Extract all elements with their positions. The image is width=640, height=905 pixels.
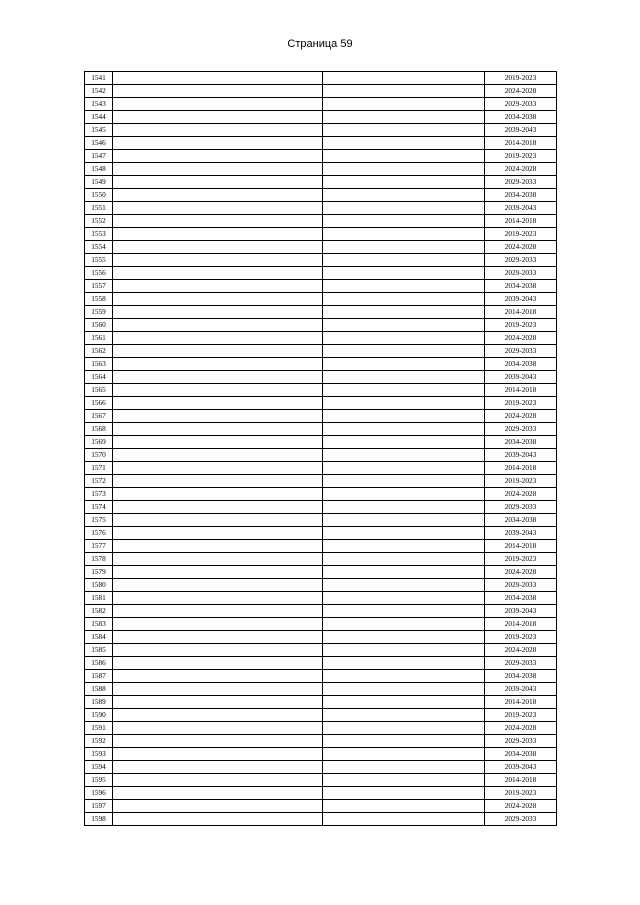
period-cell: 2034-2038: [485, 111, 557, 124]
table-row: [85, 436, 557, 449]
system-cell: [323, 358, 485, 371]
system-cell: [323, 475, 485, 488]
period-cell: 2034-2038: [485, 514, 557, 527]
table-row: [85, 176, 557, 189]
row-number-cell: 1550: [85, 189, 113, 202]
table-row: [85, 462, 557, 475]
period-cell: 2014-2018: [485, 306, 557, 319]
address-cell: [113, 293, 323, 306]
period-cell: 2019-2023: [485, 72, 557, 85]
table-row: [85, 644, 557, 657]
period-cell: 2024-2028: [485, 410, 557, 423]
system-cell: [323, 397, 485, 410]
address-cell: [113, 813, 323, 826]
row-number-cell: 1552: [85, 215, 113, 228]
table-row: [85, 813, 557, 826]
system-cell: [323, 280, 485, 293]
address-cell: [113, 475, 323, 488]
period-cell: 2024-2028: [485, 241, 557, 254]
period-cell: 2014-2018: [485, 540, 557, 553]
address-cell: [113, 800, 323, 813]
system-cell: [323, 449, 485, 462]
address-cell: [113, 384, 323, 397]
table-row: [85, 293, 557, 306]
row-number-cell: 1574: [85, 501, 113, 514]
table-row: [85, 72, 557, 85]
system-cell: [323, 215, 485, 228]
row-number-cell: 1594: [85, 761, 113, 774]
table-row: [85, 657, 557, 670]
period-cell: 2039-2043: [485, 449, 557, 462]
period-cell: 2039-2043: [485, 761, 557, 774]
system-cell: [323, 462, 485, 475]
system-cell: [323, 228, 485, 241]
period-cell: 2019-2023: [485, 397, 557, 410]
table-row: [85, 527, 557, 540]
row-number-cell: 1544: [85, 111, 113, 124]
system-cell: [323, 436, 485, 449]
row-number-cell: 1591: [85, 722, 113, 735]
table-row: [85, 124, 557, 137]
system-cell: [323, 579, 485, 592]
address-cell: [113, 618, 323, 631]
period-cell: 2034-2038: [485, 436, 557, 449]
address-cell: [113, 98, 323, 111]
row-number-cell: 1584: [85, 631, 113, 644]
period-cell: 2014-2018: [485, 462, 557, 475]
system-cell: [323, 605, 485, 618]
period-cell: 2039-2043: [485, 202, 557, 215]
period-cell: 2029-2033: [485, 813, 557, 826]
address-cell: [113, 280, 323, 293]
row-number-cell: 1595: [85, 774, 113, 787]
period-cell: 2014-2018: [485, 384, 557, 397]
address-cell: [113, 150, 323, 163]
table-row: [85, 514, 557, 527]
system-cell: [323, 501, 485, 514]
table-row: [85, 553, 557, 566]
address-cell: [113, 189, 323, 202]
table-row: [85, 163, 557, 176]
address-cell: [113, 85, 323, 98]
period-cell: 2024-2028: [485, 163, 557, 176]
address-cell: [113, 137, 323, 150]
address-cell: [113, 410, 323, 423]
system-cell: [323, 540, 485, 553]
system-cell: [323, 566, 485, 579]
period-cell: 2014-2018: [485, 137, 557, 150]
address-cell: [113, 306, 323, 319]
table-row: [85, 592, 557, 605]
period-cell: 2029-2033: [485, 501, 557, 514]
address-cell: [113, 124, 323, 137]
period-cell: 2039-2043: [485, 124, 557, 137]
row-number-cell: 1543: [85, 98, 113, 111]
system-cell: [323, 774, 485, 787]
row-number-cell: 1580: [85, 579, 113, 592]
row-number-cell: 1563: [85, 358, 113, 371]
address-cell: [113, 462, 323, 475]
table-row: [85, 670, 557, 683]
address-cell: [113, 670, 323, 683]
period-cell: 2039-2043: [485, 371, 557, 384]
row-number-cell: 1570: [85, 449, 113, 462]
period-cell: 2024-2028: [485, 644, 557, 657]
period-cell: 2029-2033: [485, 657, 557, 670]
row-number-cell: 1578: [85, 553, 113, 566]
table-row: [85, 709, 557, 722]
period-cell: 2019-2023: [485, 475, 557, 488]
period-cell: 2019-2023: [485, 319, 557, 332]
period-cell: 2019-2023: [485, 150, 557, 163]
row-number-cell: 1589: [85, 696, 113, 709]
address-cell: [113, 774, 323, 787]
period-cell: 2034-2038: [485, 670, 557, 683]
system-cell: [323, 670, 485, 683]
system-cell: [323, 553, 485, 566]
address-cell: [113, 176, 323, 189]
address-cell: [113, 696, 323, 709]
system-cell: [323, 722, 485, 735]
row-number-cell: 1577: [85, 540, 113, 553]
table-row: [85, 397, 557, 410]
row-number-cell: 1564: [85, 371, 113, 384]
row-number-cell: 1542: [85, 85, 113, 98]
table-row: [85, 215, 557, 228]
period-cell: 2029-2033: [485, 176, 557, 189]
table-row: [85, 800, 557, 813]
address-cell: [113, 371, 323, 384]
address-cell: [113, 579, 323, 592]
address-cell: [113, 514, 323, 527]
row-number-cell: 1549: [85, 176, 113, 189]
system-cell: [323, 72, 485, 85]
address-cell: [113, 709, 323, 722]
table-row: [85, 683, 557, 696]
system-cell: [323, 306, 485, 319]
system-cell: [323, 267, 485, 280]
system-cell: [323, 514, 485, 527]
system-cell: [323, 254, 485, 267]
row-number-cell: 1560: [85, 319, 113, 332]
period-cell: 2024-2028: [485, 566, 557, 579]
system-cell: [323, 202, 485, 215]
address-cell: [113, 787, 323, 800]
address-cell: [113, 228, 323, 241]
system-cell: [323, 592, 485, 605]
address-cell: [113, 345, 323, 358]
address-cell: [113, 761, 323, 774]
system-cell: [323, 813, 485, 826]
table-row: [85, 111, 557, 124]
period-cell: 2029-2033: [485, 254, 557, 267]
period-cell: 2029-2033: [485, 267, 557, 280]
address-cell: [113, 358, 323, 371]
address-cell: [113, 423, 323, 436]
period-cell: 2019-2023: [485, 553, 557, 566]
row-number-cell: 1575: [85, 514, 113, 527]
system-cell: [323, 111, 485, 124]
table-row: [85, 384, 557, 397]
row-number-cell: 1588: [85, 683, 113, 696]
table-row: [85, 605, 557, 618]
table-row: [85, 475, 557, 488]
system-cell: [323, 332, 485, 345]
row-number-cell: 1587: [85, 670, 113, 683]
registry-table-body: [85, 72, 557, 826]
table-row: [85, 85, 557, 98]
system-cell: [323, 241, 485, 254]
system-cell: [323, 696, 485, 709]
system-cell: [323, 371, 485, 384]
period-cell: 2034-2038: [485, 592, 557, 605]
table-row: [85, 696, 557, 709]
table-row: [85, 618, 557, 631]
row-number-cell: 1568: [85, 423, 113, 436]
row-number-cell: 1569: [85, 436, 113, 449]
address-cell: [113, 683, 323, 696]
period-cell: 2024-2028: [485, 800, 557, 813]
row-number-cell: 1555: [85, 254, 113, 267]
period-cell: 2014-2018: [485, 774, 557, 787]
period-cell: 2034-2038: [485, 358, 557, 371]
period-cell: 2039-2043: [485, 527, 557, 540]
system-cell: [323, 644, 485, 657]
system-cell: [323, 384, 485, 397]
table-row: [85, 345, 557, 358]
system-cell: [323, 150, 485, 163]
row-number-cell: 1561: [85, 332, 113, 345]
period-cell: 2024-2028: [485, 722, 557, 735]
address-cell: [113, 553, 323, 566]
address-cell: [113, 267, 323, 280]
system-cell: [323, 293, 485, 306]
system-cell: [323, 748, 485, 761]
address-cell: [113, 254, 323, 267]
system-cell: [323, 98, 485, 111]
row-number-cell: 1583: [85, 618, 113, 631]
period-cell: 2024-2028: [485, 332, 557, 345]
period-cell: 2029-2033: [485, 579, 557, 592]
system-cell: [323, 683, 485, 696]
system-cell: [323, 345, 485, 358]
address-cell: [113, 735, 323, 748]
period-cell: 2029-2033: [485, 98, 557, 111]
table-row: [85, 449, 557, 462]
address-cell: [113, 436, 323, 449]
period-cell: 2019-2023: [485, 787, 557, 800]
period-cell: 2024-2028: [485, 85, 557, 98]
table-row: [85, 423, 557, 436]
address-cell: [113, 111, 323, 124]
period-cell: 2019-2023: [485, 228, 557, 241]
system-cell: [323, 423, 485, 436]
table-row: [85, 254, 557, 267]
period-cell: 2014-2018: [485, 215, 557, 228]
table-row: [85, 579, 557, 592]
address-cell: [113, 748, 323, 761]
period-cell: 2039-2043: [485, 605, 557, 618]
table-row: [85, 761, 557, 774]
address-cell: [113, 72, 323, 85]
system-cell: [323, 735, 485, 748]
address-cell: [113, 215, 323, 228]
row-number-cell: 1590: [85, 709, 113, 722]
address-cell: [113, 592, 323, 605]
table-row: [85, 202, 557, 215]
table-row: [85, 189, 557, 202]
row-number-cell: 1554: [85, 241, 113, 254]
table-row: [85, 722, 557, 735]
address-cell: [113, 449, 323, 462]
table-row: [85, 241, 557, 254]
period-cell: 2029-2033: [485, 423, 557, 436]
address-cell: [113, 319, 323, 332]
row-number-cell: 1545: [85, 124, 113, 137]
system-cell: [323, 761, 485, 774]
address-cell: [113, 332, 323, 345]
address-cell: [113, 527, 323, 540]
row-number-cell: 1548: [85, 163, 113, 176]
address-cell: [113, 202, 323, 215]
address-cell: [113, 397, 323, 410]
row-number-cell: 1567: [85, 410, 113, 423]
system-cell: [323, 124, 485, 137]
table-row: [85, 280, 557, 293]
period-cell: 2024-2028: [485, 488, 557, 501]
period-cell: 2014-2018: [485, 696, 557, 709]
row-number-cell: 1593: [85, 748, 113, 761]
row-number-cell: 1551: [85, 202, 113, 215]
period-cell: 2029-2033: [485, 345, 557, 358]
period-cell: 2019-2023: [485, 709, 557, 722]
system-cell: [323, 800, 485, 813]
table-row: [85, 319, 557, 332]
table-row: [85, 306, 557, 319]
system-cell: [323, 709, 485, 722]
row-number-cell: 1573: [85, 488, 113, 501]
system-cell: [323, 189, 485, 202]
address-cell: [113, 501, 323, 514]
system-cell: [323, 319, 485, 332]
row-number-cell: 1541: [85, 72, 113, 85]
table-row: [85, 501, 557, 514]
table-row: [85, 267, 557, 280]
table-row: [85, 358, 557, 371]
table-row: [85, 332, 557, 345]
table-row: [85, 98, 557, 111]
row-number-cell: 1558: [85, 293, 113, 306]
table-row: [85, 566, 557, 579]
table-row: [85, 735, 557, 748]
address-cell: [113, 241, 323, 254]
row-number-cell: 1579: [85, 566, 113, 579]
system-cell: [323, 657, 485, 670]
row-number-cell: 1547: [85, 150, 113, 163]
period-cell: 2034-2038: [485, 189, 557, 202]
table-row: [85, 410, 557, 423]
period-cell: 2039-2043: [485, 683, 557, 696]
row-number-cell: 1581: [85, 592, 113, 605]
address-cell: [113, 722, 323, 735]
row-number-cell: 1559: [85, 306, 113, 319]
system-cell: [323, 631, 485, 644]
table-row: [85, 774, 557, 787]
system-cell: [323, 163, 485, 176]
address-cell: [113, 631, 323, 644]
period-cell: 2034-2038: [485, 280, 557, 293]
table-row: [85, 137, 557, 150]
address-cell: [113, 644, 323, 657]
row-number-cell: 1562: [85, 345, 113, 358]
row-number-cell: 1571: [85, 462, 113, 475]
period-cell: 2014-2018: [485, 618, 557, 631]
row-number-cell: 1586: [85, 657, 113, 670]
table-row: [85, 787, 557, 800]
row-number-cell: 1598: [85, 813, 113, 826]
system-cell: [323, 787, 485, 800]
row-number-cell: 1566: [85, 397, 113, 410]
row-number-cell: 1572: [85, 475, 113, 488]
table-row: [85, 748, 557, 761]
system-cell: [323, 176, 485, 189]
system-cell: [323, 410, 485, 423]
row-number-cell: 1556: [85, 267, 113, 280]
period-cell: 2019-2023: [485, 631, 557, 644]
table-row: [85, 228, 557, 241]
system-cell: [323, 527, 485, 540]
period-cell: 2034-2038: [485, 748, 557, 761]
row-number-cell: 1553: [85, 228, 113, 241]
address-cell: [113, 540, 323, 553]
row-number-cell: 1565: [85, 384, 113, 397]
address-cell: [113, 488, 323, 501]
row-number-cell: 1576: [85, 527, 113, 540]
row-number-cell: 1596: [85, 787, 113, 800]
address-cell: [113, 566, 323, 579]
row-number-cell: 1592: [85, 735, 113, 748]
period-cell: 2039-2043: [485, 293, 557, 306]
table-row: [85, 631, 557, 644]
page-title: Страница 59: [287, 38, 353, 50]
address-cell: [113, 657, 323, 670]
row-number-cell: 1582: [85, 605, 113, 618]
system-cell: [323, 137, 485, 150]
row-number-cell: 1557: [85, 280, 113, 293]
address-cell: [113, 605, 323, 618]
table-row: [85, 540, 557, 553]
system-cell: [323, 488, 485, 501]
row-number-cell: 1597: [85, 800, 113, 813]
system-cell: [323, 85, 485, 98]
period-cell: 2029-2033: [485, 735, 557, 748]
address-cell: [113, 163, 323, 176]
table-row: [85, 488, 557, 501]
table-row: [85, 371, 557, 384]
table-row: [85, 150, 557, 163]
registry-table: [84, 71, 557, 826]
row-number-cell: 1585: [85, 644, 113, 657]
system-cell: [323, 618, 485, 631]
row-number-cell: 1546: [85, 137, 113, 150]
